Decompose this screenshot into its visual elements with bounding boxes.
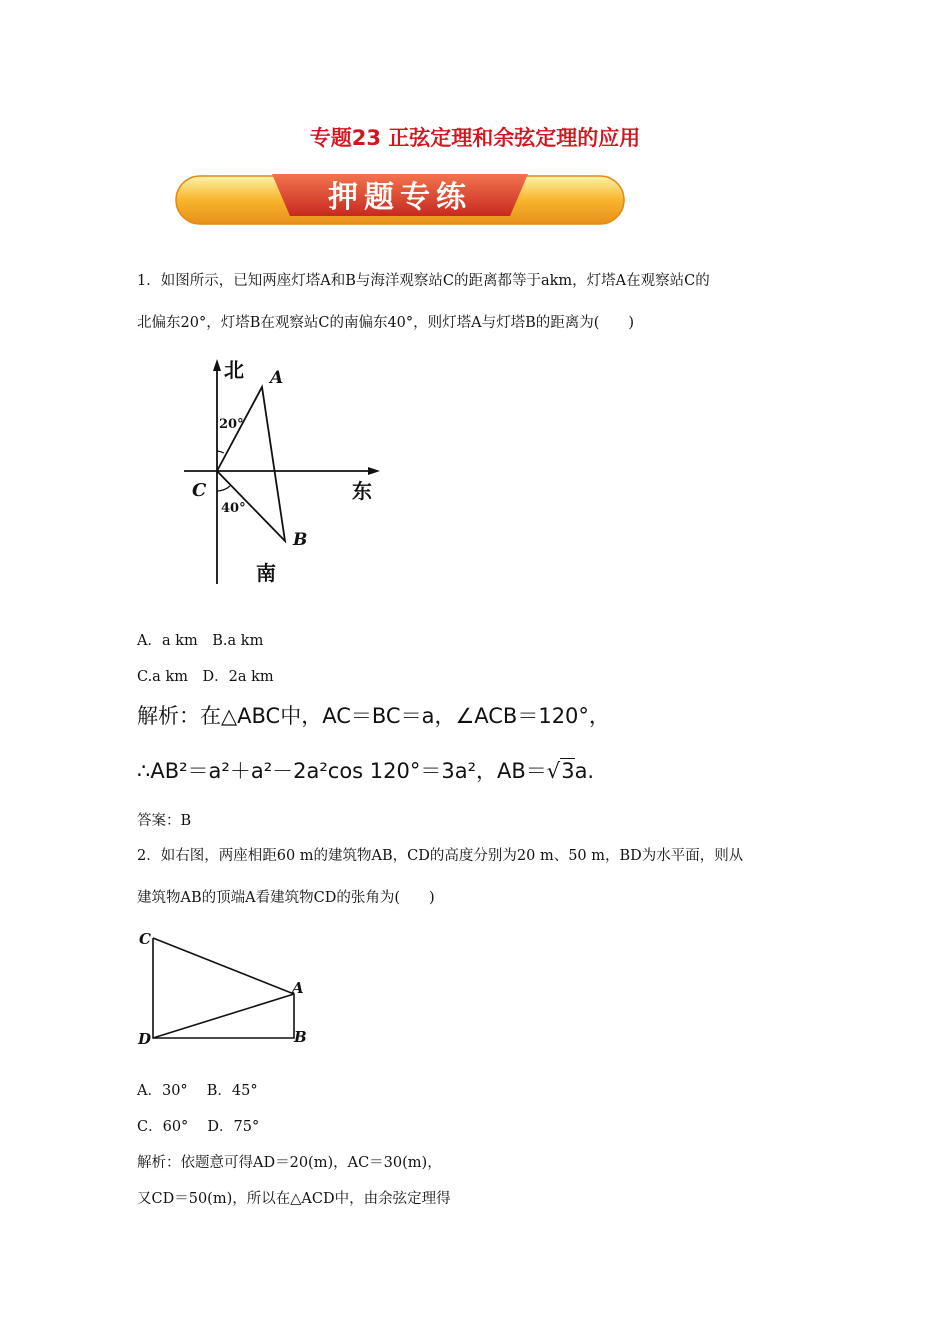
q1-stem-line1: 1．如图所示，已知两座灯塔A和B与海洋观察站C的距离都等于akm，灯塔A在观察站C的 (137, 273, 710, 289)
q1-stem-line2: 北偏东20°，灯塔B在观察站C的南偏东40°，则灯塔A与灯塔B的距离为( ) (137, 315, 635, 331)
sqrt-radicand: 3 (561, 759, 575, 783)
point-c-label: C (192, 480, 207, 501)
q1-answer: 答案：B (137, 813, 192, 829)
q1-options-line2: C.a km D．2a km (137, 669, 274, 685)
q1-options-line1: A．a km B.a km (137, 633, 264, 649)
north-label: 北 (224, 358, 244, 382)
east-label: 东 (352, 479, 372, 503)
q2-solution-line1: 解析：依题意可得AD＝20(m)，AC＝30(m)， (137, 1155, 442, 1171)
q2-stem-line1: 2．如右图，两座相距60 m的建筑物AB，CD的高度分别为20 m、50 m，BD为水平面，则从 (137, 848, 744, 864)
point-d2-label: D (138, 1030, 152, 1048)
angle-40-label: 40° (221, 501, 246, 516)
q2-options-line1: A．30° B．45° (137, 1083, 258, 1099)
banner (174, 170, 626, 228)
q1-solution-line2 (137, 755, 594, 785)
q2-solution-line2: 又CD＝50(m)，所以在△ACD中，由余弦定理得 (137, 1191, 451, 1207)
point-b2-label: B (294, 1028, 307, 1046)
banner-text: 押题专练 (328, 180, 472, 215)
angle-20-label: 20° (219, 417, 244, 432)
point-a2-label: A (292, 979, 304, 997)
q2-stem-line2: 建筑物AB的顶端A看建筑物CD的张角为( ) (137, 890, 435, 906)
q1-solution-line1: 解析：在△ABC中，AC＝BC＝a，∠ACB＝120°， (137, 704, 610, 728)
page-title: 专题23 正弦定理和余弦定理的应用 (309, 126, 641, 150)
point-b-label: B (293, 530, 308, 550)
q2-figure (134, 926, 312, 1048)
q2-options-line2: C．60° D．75° (137, 1119, 260, 1135)
south-label: 南 (256, 561, 276, 585)
point-c2-label: C (139, 930, 151, 948)
q1-solution-line2-pre: ∴AB²＝a²＋a²－2a²cos 120°＝3a²，AB＝ (137, 759, 547, 783)
sqrt-symbol: √ (546, 759, 561, 783)
q1-figure (178, 355, 384, 589)
q1-solution-line2-post: a. (574, 759, 595, 783)
point-a-label: A (270, 368, 284, 388)
